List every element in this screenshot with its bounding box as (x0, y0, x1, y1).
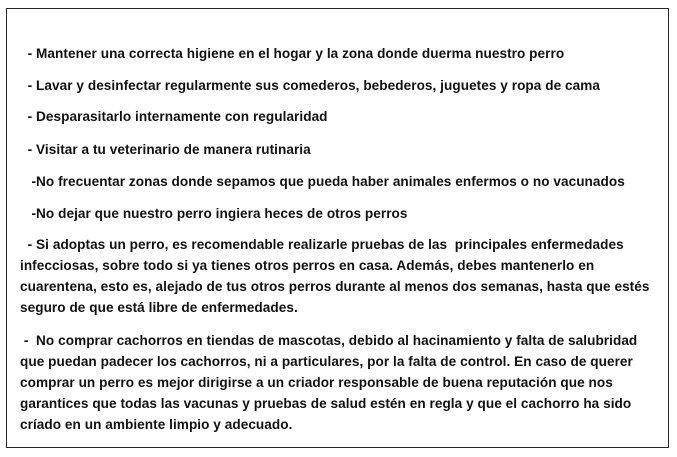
paragraph-line: - No comprar cachorros en tiendas de mascotas, debido al hacinamiento y falta de salubridad (20, 333, 638, 348)
paragraph-adopt (20, 234, 660, 318)
paragraph-line: cuarentena, esto es, alejado de tus otros perros durante al menos dos semanas, hasta que estés (20, 279, 650, 294)
paragraph-line: que puedan padecer los cachorros, ni a particulares, por la falta de control. En caso de querer (20, 354, 633, 369)
paragraph-line: seguro de que está libre de enfermedades. (20, 300, 298, 315)
paragraph-line: comprar un perro es mejor dirigirse a un criador responsable de buena reputación que nos (20, 375, 613, 390)
paragraph-line: críado en un ambiente limpio y adecuado. (20, 417, 293, 432)
list-item-vet: - Visitar a tu veterinario de manera rutinaria (20, 142, 311, 157)
list-item-hygiene: - Mantener una correcta higiene en el hogar y la zona donde duerma nuestro perro (20, 46, 565, 61)
paragraph-buy (20, 330, 660, 435)
list-item-feces: -No dejar que nuestro perro ingiera heces de otros perros (20, 206, 408, 221)
paragraph-line: garantices que todas las vacunas y pruebas de salud estén en regla y que el cachorro ha sido (20, 396, 632, 411)
list-item-avoid-zones: -No frecuentar zonas donde sepamos que pueda haber animales enfermos o no vacunados (20, 174, 625, 189)
list-item-deworm: - Desparasitarlo internamente con regularidad (20, 109, 328, 124)
paragraph-line: - Si adoptas un perro, es recomendable realizarle pruebas de las principales enfermedades (20, 237, 624, 252)
list-item-wash: - Lavar y desinfectar regularmente sus comederos, bebederos, juguetes y ropa de cama (20, 78, 600, 93)
paragraph-line: infecciosas, sobre todo si ya tienes otros perros en casa. Además, debes mantenerlo en (20, 258, 595, 273)
